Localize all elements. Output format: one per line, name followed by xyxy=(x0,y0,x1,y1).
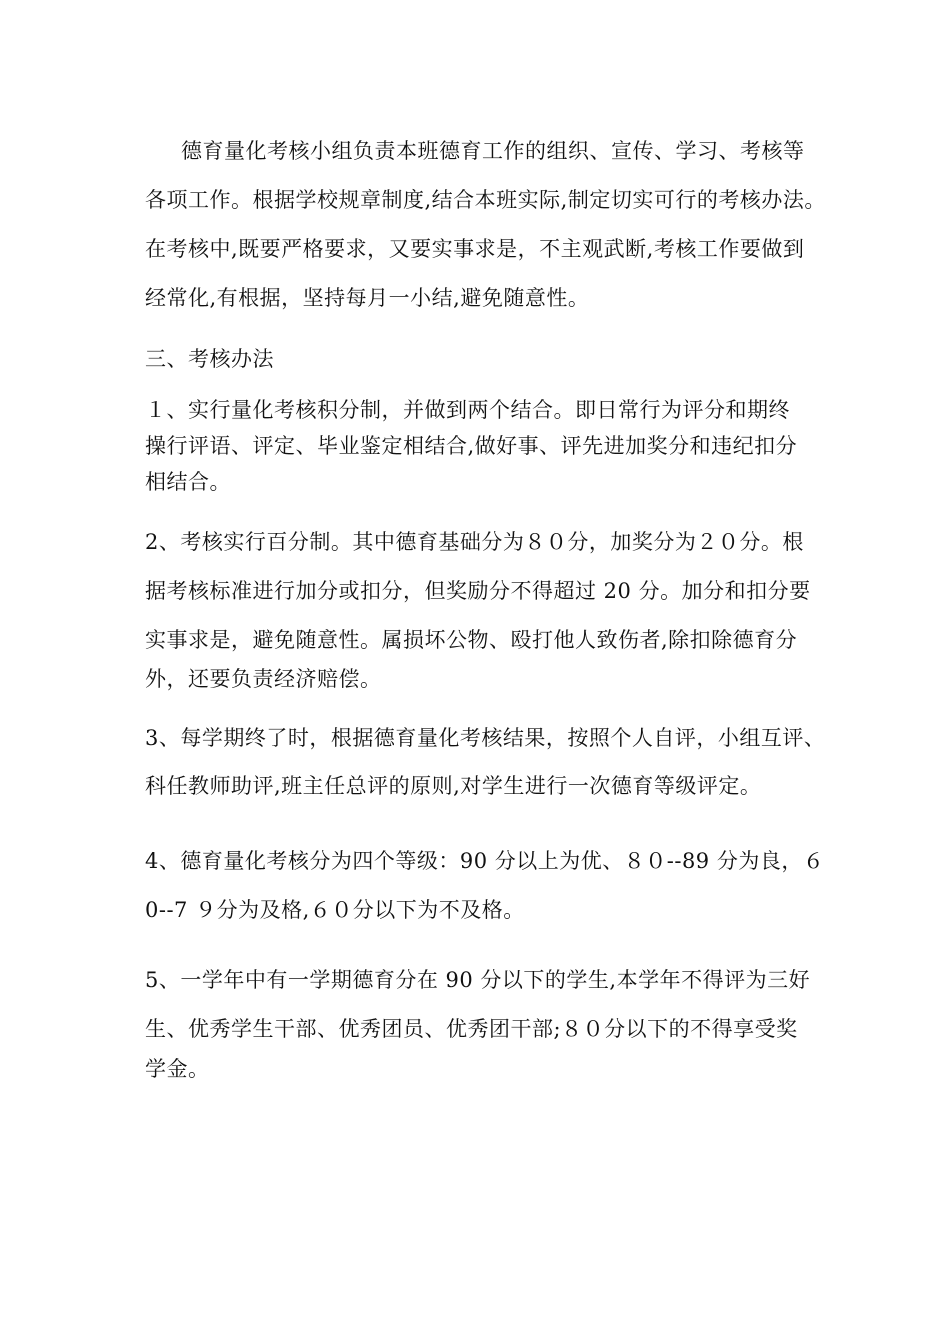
item-5-line-2: 生、优秀学生干部、优秀团员、优秀团干部;８０分以下的不得享受奖 xyxy=(145,1017,798,1041)
item-1-line-3: 相结合。 xyxy=(145,470,231,494)
item-5-line-3: 学金。 xyxy=(145,1057,210,1081)
intro-line-1: 德育量化考核小组负责本班德育工作的组织、宣传、学习、考核等 xyxy=(181,139,805,163)
item-1-line-2: 操行评语、评定、毕业鉴定相结合,做好事、评先进加奖分和违纪扣分 xyxy=(145,434,798,458)
intro-line-2: 各项工作。根据学校规章制度,结合本班实际,制定切实可行的考核办法。 xyxy=(145,188,826,212)
item-3-line-1: 3、每学期终了时，根据德育量化考核结果，按照个人自评，小组互评、 xyxy=(145,726,826,750)
item-1-line-1: １、实行量化考核积分制，并做到两个结合。即日常行为评分和期终 xyxy=(145,398,790,422)
item-2-line-4: 外，还要负责经济赔偿。 xyxy=(145,667,382,691)
item-2-line-1: 2、考核实行百分制。其中德育基础分为８０分，加奖分为２０分。根 xyxy=(145,530,804,554)
intro-line-4: 经常化,有根据，坚持每月一小结,避免随意性。 xyxy=(145,286,590,310)
intro-line-3: 在考核中,既要严格要求，又要实事求是，不主观武断,考核工作要做到 xyxy=(145,237,805,261)
item-2-line-3: 实事求是，避免随意性。属损坏公物、殴打他人致伤者,除扣除德育分 xyxy=(145,628,798,652)
item-4-line-2: 0--7 ９分为及格,６０分以下为不及格。 xyxy=(145,898,525,922)
item-5-line-1: 5、一学年中有一学期德育分在 90 分以下的学生,本学年不得评为三好 xyxy=(145,968,811,992)
item-4-line-1: 4、德育量化考核分为四个等级：90 分以上为优、８０--89 分为良，６ xyxy=(145,849,825,873)
item-2-line-2: 据考核标准进行加分或扣分，但奖励分不得超过 20 分。加分和扣分要 xyxy=(145,579,811,603)
section-heading: 三、考核办法 xyxy=(145,347,274,371)
item-3-line-2: 科任教师助评,班主任总评的原则,对学生进行一次德育等级评定。 xyxy=(145,774,762,798)
